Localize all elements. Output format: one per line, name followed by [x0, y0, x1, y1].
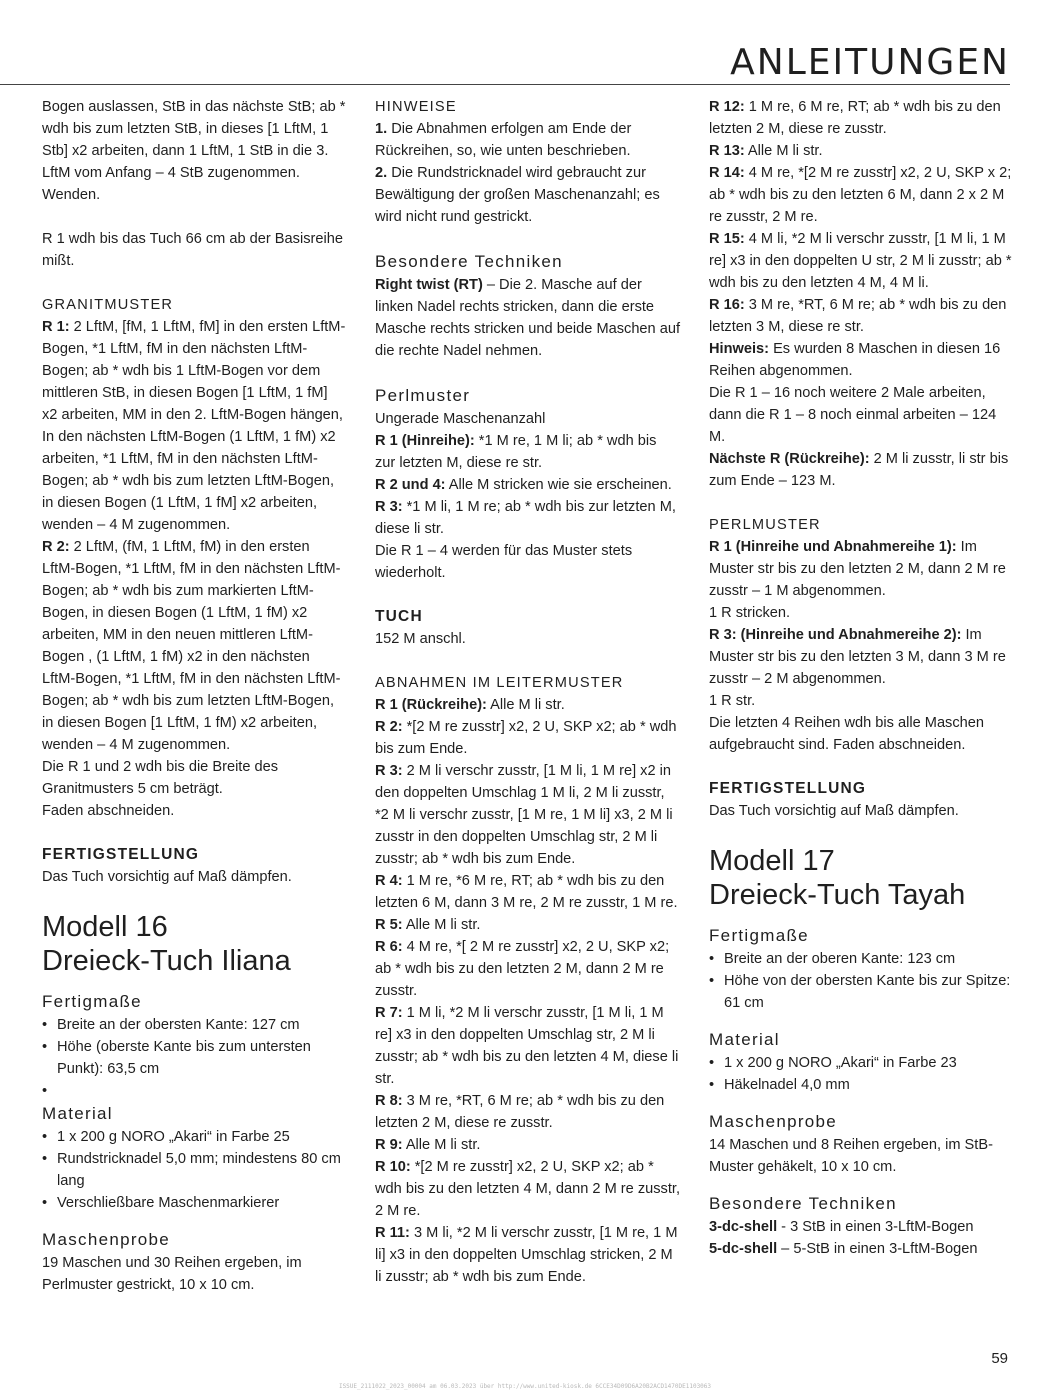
row-text: 1 M re, *6 M re, RT; ab * wdh bis zu den letzten 6 M, dann 3 M re, 2 M re zusstr, 1 M re. [375, 873, 678, 911]
row-instruction [375, 936, 680, 1002]
subheading-fertigmasse: Fertigmaße [709, 926, 809, 945]
technique-item [375, 274, 680, 362]
row-text: Im Muster str bis zu den letzten 3 M, dann 3 M re zusstr – 2 M abgenommen. [709, 627, 1006, 687]
row-instruction [709, 140, 1014, 162]
row-instruction [709, 228, 1014, 294]
technique-text: – Die 2. Masche auf der linken Nadel rechts stricken, dann die erste Masche rechts stricken und beide Maschen auf die rechte Nadel nehmen. [375, 277, 681, 359]
section-heading-tuch: TUCH [375, 608, 423, 625]
subheading-perlmuster: Perlmuster [375, 386, 471, 405]
row-list [375, 694, 680, 1288]
row-label: R 3: [375, 499, 403, 515]
subheading-material: Material [42, 1104, 113, 1123]
bullet-list [42, 1126, 346, 1214]
row-label: R 11: [375, 1225, 410, 1241]
row-text: 2 M li verschr zusstr, [1 M li, 1 M re] x2 in den doppelten Umschlag 1 M li, 2 M li zusstr, *2 M li verschr zusstr, [1 M re, 1 M li] x3, 2 M li zusstr in den doppelten Umschlag str, 2 M li zusstr; ab * wdh bis zum Ende. [375, 763, 673, 867]
row-label: R 2: [375, 719, 403, 735]
paragraph: R 1 wdh bis das Tuch 66 cm ab der Basisreihe mißt. [42, 231, 343, 269]
model-title [709, 844, 1014, 912]
row-instruction [42, 316, 346, 536]
row-label: R 5: [375, 917, 403, 933]
bullet-list [709, 1052, 1014, 1096]
row-label: R 1: [42, 319, 70, 335]
list-item [42, 1080, 346, 1102]
technique-item [709, 1216, 1014, 1238]
footer-code: ISSUE_2111022_2023_00004 am 06.03.2023 über http://www.united-kiosk.de 6CCE34D09D6A20B2ACD1470DE1103063 [338, 1383, 712, 1390]
technique-item [709, 1238, 1014, 1260]
technique-text: - 3 StB in einen 3-LftM-Bogen [777, 1219, 974, 1235]
paragraph: 152 M anschl. [375, 631, 466, 647]
subheading-maschenprobe: Maschenprobe [709, 1112, 838, 1131]
model-number: Modell 16 [42, 911, 168, 943]
note-text: Die Abnahmen erfolgen am Ende der Rückreihen, so, wie unten beschrieben. [375, 121, 632, 159]
paragraph: Die R 1 – 4 werden für das Muster stets wiederholt. [375, 543, 633, 581]
row-label: R 12: [709, 99, 745, 115]
row-instruction [375, 760, 680, 870]
row-instruction [375, 474, 680, 496]
paragraph: 14 Maschen und 8 Reihen ergeben, im StB-Muster gehäkelt, 10 x 10 cm. [709, 1137, 993, 1175]
list-item: • 1 x 200 g NORO „Akari“ in Farbe 25 [42, 1126, 346, 1148]
row-instruction [375, 914, 680, 936]
column-2 [375, 96, 680, 1288]
model-name: Dreieck-Tuch Iliana [42, 945, 291, 977]
row-label: R 10: [375, 1159, 411, 1175]
row-instruction [375, 430, 680, 474]
subheading-material: Material [709, 1030, 780, 1049]
model-number: Modell 17 [709, 845, 835, 877]
row-text: 4 M li, *2 M li verschr zusstr, [1 M li, 1 M re] x3 in den doppelten U str, 2 M li zusstr; ab * wdh bis zu den letzten 4 M, 4 M li. [709, 231, 1012, 291]
row-text: 4 M re, *[2 M re zusstr] x2, 2 U, SKP x 2; ab * wdh bis zu den letzten 6 M, dann 2 x 2 M re zusstr, 2 M re. [709, 165, 1012, 225]
row-label: R 8: [375, 1093, 403, 1109]
row-instruction [375, 1222, 680, 1288]
row-instruction [709, 448, 1014, 492]
row-label: R 6: [375, 939, 403, 955]
row-label: R 2: [42, 539, 70, 555]
subheading-techniken: Besondere Techniken [375, 252, 563, 271]
paragraph: Das Tuch vorsichtig auf Maß dämpfen. [709, 803, 959, 819]
row-text: 1 M re, 6 M re, RT; ab * wdh bis zu den letzten 2 M, diese re zusstr. [709, 99, 1001, 137]
row-label: R 15: [709, 231, 745, 247]
list-item: • Höhe von der obersten Kante bis zur Spitze: 61 cm [709, 970, 1014, 1014]
section-heading-hinweise: HINWEISE [375, 99, 457, 115]
row-text: Alle M li str. [402, 917, 481, 933]
paragraph: 19 Maschen und 30 Reihen ergeben, im Perlmuster gestrickt, 10 x 10 cm. [42, 1255, 302, 1293]
row-instruction [375, 870, 680, 914]
row-text: Alle M li str. [744, 143, 823, 159]
model-title [42, 910, 346, 978]
row-label: R 13: [709, 143, 745, 159]
bullet-list [709, 948, 1014, 1014]
row-list [709, 96, 1014, 338]
row-text: 3 M re, *RT, 6 M re; ab * wdh bis zu den letzten 3 M, diese re str. [709, 297, 1007, 335]
page-header-title: ANLEITUNGEN [730, 42, 1010, 83]
row-text: Alle M li str. [486, 697, 565, 713]
paragraph: Bogen auslassen, StB in das nächste StB; ab * wdh bis zum letzten StB, in dieses [1 LftM, 1 Stb] x2 arbeiten, dann 1 LftM, 1 StB in die 3. LftM vom Anfang – 4 StB zugenommen. Wenden. [42, 99, 346, 203]
technique-label: 5-dc-shell [709, 1241, 778, 1257]
row-instruction [375, 1090, 680, 1134]
paragraph: 1 R str. [709, 693, 756, 709]
header-rule [0, 84, 1010, 85]
section-heading-fertigstellung: FERTIGSTELLUNG [42, 846, 200, 863]
list-item: • Höhe (oberste Kante bis zum untersten Punkt): 63,5 cm [42, 1036, 346, 1080]
row-label: R 1 (Hinreihe): [375, 433, 475, 449]
row-label: R 14: [709, 165, 745, 181]
column-1 [42, 96, 346, 1296]
page-number: 59 [991, 1350, 1008, 1367]
row-instruction [375, 1002, 680, 1090]
paragraph: Die letzten 4 Reihen wdh bis alle Maschen aufgebraucht sind. Faden abschneiden. [709, 715, 985, 753]
section-heading-granitmuster: GRANITMUSTER [42, 297, 174, 313]
row-label: R 3: (Hinreihe und Abnahmereihe 2): [709, 627, 962, 643]
row-instruction [709, 162, 1014, 228]
row-text: 2 M li zusstr, li str bis zum Ende – 123 M. [709, 451, 1009, 489]
paragraph: Die R 1 – 16 noch weitere 2 Male arbeiten, dann die R 1 – 8 noch einmal arbeiten – 124 M. [709, 385, 997, 445]
row-text: *[2 M re zusstr] x2, 2 U, SKP x2; ab * wdh bis zum Ende. [375, 719, 677, 757]
section-heading-fertigstellung: FERTIGSTELLUNG [709, 780, 867, 797]
row-text: 3 M re, *RT, 6 M re; ab * wdh bis zu den letzten 2 M, diese re zusstr. [375, 1093, 665, 1131]
row-text: Alle M li str. [402, 1137, 481, 1153]
row-instruction [375, 1156, 680, 1222]
row-label: R 1 (Hinreihe und Abnahmereihe 1): [709, 539, 957, 555]
subheading-maschenprobe: Maschenprobe [42, 1230, 171, 1249]
subheading-techniken: Besondere Techniken [709, 1194, 897, 1213]
note-item [375, 162, 680, 228]
list-item: • Verschließbare Maschenmarkierer [42, 1192, 346, 1214]
hint-text: Es wurden 8 Maschen in diesen 16 Reihen abgenommen. [709, 341, 1001, 379]
row-instruction [709, 96, 1014, 140]
row-text: *1 M re, 1 M li; ab * wdh bis zur letzten M, diese re str. [375, 433, 657, 471]
note-item [375, 118, 680, 162]
row-instruction [42, 536, 346, 756]
technique-label: 3-dc-shell [709, 1219, 778, 1235]
model-name: Dreieck-Tuch Tayah [709, 879, 966, 911]
row-label: R 1 (Rückreihe): [375, 697, 487, 713]
section-heading-abnahmen: ABNAHMEN IM LEITERMUSTER [375, 675, 624, 691]
list-item: • Rundstricknadel 5,0 mm; mindestens 80 cm lang [42, 1148, 346, 1192]
row-text: 2 LftM, (fM, 1 LftM, fM) in den ersten LftM-Bogen, *1 LftM, fM in den nächsten LftM-Bogen; ab * wdh bis zum markierten LftM-Bogen, in diesen Bogen (1 LftM, 1 fM) x2 arbeiten, MM in den neuen mittleren LftM-Bogen , (1 LftM, 1 fM) x2 in den nächsten LftM-Bogen, *1 LftM, fM in den nächsten LftM-Bogen; ab * wdh bis zum letzten LftM-Bogen, in diesen Bogen [1 LftM, 1 fM) x2 arbeiten, wenden – 4 M zugenommen. [42, 539, 341, 753]
list-item: • 1 x 200 g NORO „Akari“ in Farbe 23 [709, 1052, 1014, 1074]
note-label: 1. [375, 121, 388, 137]
paragraph: Die R 1 und 2 wdh bis die Breite des Granitmusters 5 cm beträgt. [42, 759, 279, 797]
row-text: *[2 M re zusstr] x2, 2 U, SKP x2; ab * wdh bis zu den letzten 4 M, dann 2 M re zusstr, 2 M re. [375, 1159, 681, 1219]
paragraph: Ungerade Maschenanzahl [375, 411, 546, 427]
row-label: R 4: [375, 873, 403, 889]
paragraph: 1 R stricken. [709, 605, 791, 621]
row-label: R 16: [709, 297, 745, 313]
row-instruction [709, 624, 1014, 690]
row-label: R 9: [375, 1137, 403, 1153]
row-label: Nächste R (Rückreihe): [709, 451, 870, 467]
row-label: R 2 und 4: [375, 477, 446, 493]
column-3 [709, 96, 1014, 1260]
bullet-list [42, 1014, 346, 1102]
row-text: *1 M li, 1 M re; ab * wdh bis zur letzten M, diese li str. [375, 499, 676, 537]
row-instruction [709, 294, 1014, 338]
row-instruction [709, 536, 1014, 602]
list-item: • Breite an der oberen Kante: 123 cm [709, 948, 1014, 970]
row-text: 3 M li, *2 M li verschr zusstr, [1 M re, 1 M li] x3 in den doppelten Umschlag stricken, 2 M li zusstr; ab * wdh bis zum Ende. [375, 1225, 678, 1285]
row-text: Alle M stricken wie sie erscheinen. [445, 477, 672, 493]
hint [709, 338, 1014, 382]
row-instruction [375, 716, 680, 760]
list-item: • Breite an der obersten Kante: 127 cm [42, 1014, 346, 1036]
paragraph: Faden abschneiden. [42, 803, 175, 819]
subheading-fertigmasse: Fertigmaße [42, 992, 142, 1011]
note-label: 2. [375, 165, 388, 181]
row-text: Im Muster str bis zu den letzten 2 M, dann 2 M re zusstr – 1 M abgenommen. [709, 539, 1006, 599]
technique-label: Right twist (RT) [375, 277, 483, 293]
paragraph: Das Tuch vorsichtig auf Maß dämpfen. [42, 869, 292, 885]
row-text: 4 M re, *[ 2 M re zusstr] x2, 2 U, SKP x2; ab * wdh bis zu den letzten 2 M, dann 2 M re zusstr. [375, 939, 670, 999]
hint-label: Hinweis: [709, 341, 770, 357]
note-text: Die Rundstricknadel wird gebraucht zur Bewältigung der großen Maschenanzahl; es wird nicht rund gestrickt. [375, 165, 660, 225]
row-instruction [375, 1134, 680, 1156]
row-text: 1 M li, *2 M li verschr zusstr, [1 M li, 1 M re] x3 in den doppelten Umschlag str, 2 M li zusstr; ab * wdh bis zu den letzten 4 M, diese li str. [375, 1005, 679, 1087]
row-label: R 3: [375, 763, 403, 779]
row-instruction [375, 496, 680, 540]
section-heading-perlmuster: PERLMUSTER [709, 517, 821, 533]
technique-text: – 5-StB in einen 3-LftM-Bogen [777, 1241, 978, 1257]
list-item: • Häkelnadel 4,0 mm [709, 1074, 1014, 1096]
row-label: R 7: [375, 1005, 403, 1021]
row-text: 2 LftM, [fM, 1 LftM, fM] in den ersten LftM-Bogen, *1 LftM, fM in den nächsten LftM-Bogen; ab * wdh bis 1 LftM-Bogen vor dem mittleren StB, in diesen Bogen [1 LftM, 1 fM] x2 arbeiten, MM in den 2. LftM-Bogen hängen, In den nächsten LftM-Bogen (1 LftM, 1 fM) x2 arbeiten, *1 LftM, fM in den nächsten LftM-Bogen; ab * wdh bis zum letzten LftM-Bogen, in diesen Bogen (1 LftM, 1 fM] x2 arbeiten, wenden – 4 M zugenommen. [42, 319, 346, 533]
row-instruction [375, 694, 680, 716]
